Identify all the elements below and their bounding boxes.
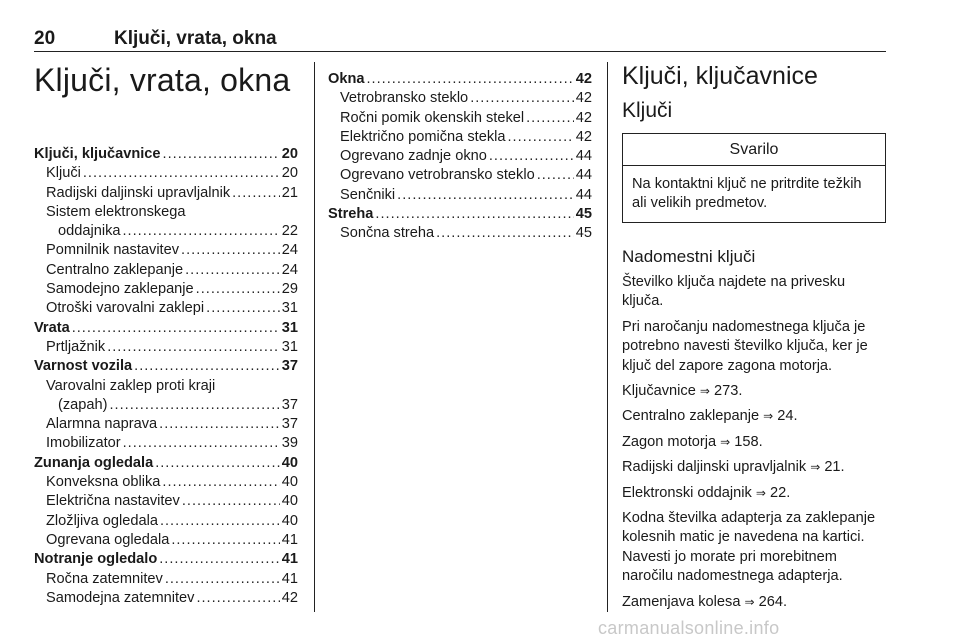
toc-page-number: 37 <box>281 416 298 433</box>
toc-section-entry <box>328 205 592 224</box>
toc-page-number: 42 <box>281 589 298 606</box>
toc-leader-dots <box>507 128 573 147</box>
toc-page-number: 24 <box>281 261 298 278</box>
toc-page-number: 40 <box>281 454 298 471</box>
toc-leader-dots <box>160 512 280 531</box>
toc-entry-label: Notranje ogledalo <box>34 551 158 568</box>
toc-page-number: 40 <box>281 474 298 491</box>
toc-leader-dots <box>123 434 280 453</box>
toc-entry-label: Imobilizator <box>46 435 121 452</box>
table-of-contents-right <box>328 70 592 244</box>
toc-entry <box>328 89 592 108</box>
toc-section-entry <box>34 550 298 569</box>
page-reference-arrow-icon: ⇒ <box>744 594 755 609</box>
toc-page-number: 31 <box>281 300 298 317</box>
paragraph <box>622 458 886 477</box>
page-reference[interactable]: 264. <box>758 593 788 610</box>
paragraph-text: Kodna številka adapterja za zaklepanje kolesnih matic je navedena na kartici. Navesti jo morate pri morebitnem naročilu nadomestnega adapterja. <box>622 510 876 585</box>
paragraph <box>622 382 886 401</box>
toc-leader-dots <box>397 186 574 205</box>
toc-entry-label: Radijski daljinski upravljalnik <box>46 184 231 201</box>
paragraph <box>622 593 886 612</box>
toc-entry <box>34 492 298 511</box>
toc-entry-label: Pomnilnik nastavitev <box>46 242 180 259</box>
toc-entry-label: Zložljiva ogledala <box>46 512 158 529</box>
toc-entry-label: Okna <box>328 71 365 87</box>
toc-entry <box>328 128 592 147</box>
toc-entry-label: Otroški varovalni zaklepi <box>46 300 205 317</box>
toc-entry <box>34 241 298 260</box>
toc-page-number: 44 <box>575 186 592 203</box>
toc-page-number: 29 <box>281 281 298 298</box>
page-reference[interactable]: 158. <box>734 433 763 450</box>
toc-leader-dots <box>72 319 280 338</box>
toc-section-entry <box>34 357 298 376</box>
toc-entry <box>34 299 298 318</box>
toc-leader-dots <box>367 70 574 89</box>
chapter-title: Ključi, vrata, okna <box>34 62 291 98</box>
toc-page-number: 31 <box>281 319 298 336</box>
toc-entry <box>34 473 298 492</box>
toc-entry <box>34 184 298 203</box>
toc-entry <box>34 203 298 222</box>
paragraph-text: Ključavnice <box>622 383 696 400</box>
toc-page-number: 20 <box>281 146 298 162</box>
toc-entry-label: Varovalni zaklep proti kraji <box>46 377 216 394</box>
toc-leader-dots <box>155 454 280 473</box>
paragraph <box>622 433 886 452</box>
toc-leader-dots <box>159 415 280 434</box>
page-reference[interactable]: 24. <box>777 408 798 425</box>
toc-entry-label: Ročni pomik okenskih stekel <box>340 109 525 126</box>
toc-page-number: 20 <box>281 165 298 182</box>
toc-entry <box>34 512 298 531</box>
column-divider <box>314 62 315 612</box>
page-reference-arrow-icon: ⇒ <box>810 460 821 475</box>
toc-leader-dots <box>537 166 574 185</box>
warning-text: Na kontaktni ključ ne pritrdite težkih ali velikih predmetov. <box>632 176 862 211</box>
paragraph <box>622 318 886 376</box>
toc-entry <box>34 415 298 434</box>
toc-leader-dots <box>526 109 574 128</box>
toc-leader-dots <box>83 164 280 183</box>
toc-page-number: 42 <box>575 128 592 145</box>
toc-page-number: 41 <box>281 570 298 587</box>
toc-leader-dots <box>109 396 279 415</box>
toc-page-number: 40 <box>281 493 298 510</box>
toc-entry <box>328 109 592 128</box>
toc-entry-label: Zunanja ogledala <box>34 454 154 471</box>
column-divider <box>607 62 608 612</box>
toc-page-number: 37 <box>281 358 298 375</box>
toc-entry-label: Samodejno zaklepanje <box>46 281 194 298</box>
toc-section-entry <box>328 70 592 89</box>
toc-leader-dots <box>196 589 279 608</box>
paragraph <box>622 484 886 503</box>
toc-entry-label: Sončna streha <box>340 225 435 242</box>
body-text <box>622 273 886 612</box>
section-title: Ključi, ključavnice <box>622 62 818 90</box>
page-reference[interactable]: 21. <box>824 459 845 476</box>
toc-page-number: 45 <box>575 206 592 223</box>
toc-leader-dots <box>206 299 280 318</box>
toc-leader-dots <box>185 261 280 280</box>
paragraph <box>622 509 886 587</box>
toc-entry <box>34 570 298 589</box>
warning-heading: Svarilo <box>623 134 885 166</box>
toc-entry <box>34 338 298 357</box>
toc-page-number: 44 <box>575 148 592 165</box>
toc-entry-label: Varnost vozila <box>34 358 133 375</box>
toc-page-number: 42 <box>575 71 592 87</box>
toc-entry <box>328 186 592 205</box>
content-column <box>622 62 886 618</box>
paragraph-text: Centralno zaklepanje <box>622 408 760 425</box>
toc-entry-label: Streha <box>328 206 374 223</box>
toc-entry <box>328 224 592 243</box>
toc-page-number: 45 <box>575 225 592 242</box>
header-rule <box>34 51 886 52</box>
toc-entry <box>34 531 298 550</box>
toc-section-entry <box>34 454 298 473</box>
paragraph-text: Zamenjava kolesa <box>622 593 741 610</box>
page-header <box>34 28 886 52</box>
toc-leader-dots <box>171 531 279 550</box>
toc-entry-label: Ogrevana ogledala <box>46 531 170 548</box>
toc-leader-dots <box>232 184 280 203</box>
toc-entry-label: Ogrevano zadnje okno <box>340 148 487 165</box>
table-of-contents-left <box>34 145 298 608</box>
toc-entry-label: Sistem elektronskega <box>46 203 186 220</box>
paragraph <box>622 407 886 426</box>
toc-leader-dots <box>375 205 573 224</box>
toc-entry <box>34 396 298 415</box>
toc-entry <box>34 280 298 299</box>
toc-entry-label: Alarmna naprava <box>46 416 158 433</box>
toc-leader-dots <box>122 222 279 241</box>
toc-entry-label: (zapah) <box>58 396 108 413</box>
toc-leader-dots <box>162 473 279 492</box>
page-number: 20 <box>34 28 56 49</box>
page-reference[interactable]: 273. <box>714 383 743 400</box>
toc-entry <box>34 589 298 608</box>
paragraph-text: Elektronski oddajnik <box>622 484 752 501</box>
toc-leader-dots <box>134 357 280 376</box>
toc-leader-dots <box>163 145 280 164</box>
toc-leader-dots <box>107 338 280 357</box>
toc-leader-dots <box>196 280 280 299</box>
toc-entry-label: Konveksna oblika <box>46 474 161 491</box>
toc-page-number: 39 <box>281 435 298 452</box>
toc-leader-dots <box>182 492 280 511</box>
toc-page-number: 24 <box>281 242 298 259</box>
toc-leader-dots <box>470 89 574 108</box>
toc-entry <box>328 147 592 166</box>
paragraph-text: Pri naročanju nadomestnega ključa je potrebno navesti številko ključa, ker je ključ del zapore zagona motorja. <box>622 318 868 374</box>
warning-box <box>622 133 886 223</box>
toc-page-number: 37 <box>281 396 298 413</box>
toc-page-number: 41 <box>281 531 298 548</box>
toc-entry-label: Senčniki <box>340 186 396 203</box>
toc-page-number: 41 <box>281 551 298 568</box>
toc-entry-label: Električna nastavitev <box>46 493 180 510</box>
toc-leader-dots <box>489 147 574 166</box>
toc-entry-label: Ključi, ključavnice <box>34 146 161 162</box>
toc-entry-label: Samodejna zatemnitev <box>46 589 195 606</box>
running-title: Ključi, vrata, okna <box>114 28 277 49</box>
subsection-title: Ključi <box>622 99 673 122</box>
watermark: carmanualsonline.info <box>598 618 780 638</box>
spare-keys-heading: Nadomestni ključi <box>622 247 756 266</box>
toc-entry-label: Vetrobransko steklo <box>340 90 469 107</box>
toc-entry-label: Centralno zaklepanje <box>46 261 184 278</box>
toc-leader-dots <box>159 550 280 569</box>
toc-page-number: 44 <box>575 167 592 184</box>
page-reference-arrow-icon: ⇒ <box>755 485 766 500</box>
toc-page-number: 22 <box>281 223 298 240</box>
toc-leader-dots <box>165 570 280 589</box>
toc-entry <box>34 164 298 183</box>
paragraph-text: Številko ključa najdete na privesku ključa. <box>622 274 846 310</box>
toc-page-number: 42 <box>575 109 592 126</box>
toc-leader-dots <box>181 241 280 260</box>
toc-entry <box>34 377 298 396</box>
page-reference-arrow-icon: ⇒ <box>763 409 774 424</box>
toc-entry-label: Ogrevano vetrobransko steklo <box>340 167 535 184</box>
toc-entry-label: Vrata <box>34 319 70 336</box>
paragraph-text: Zagon motorja <box>622 433 717 450</box>
toc-entry <box>34 222 298 241</box>
toc-entry <box>328 166 592 185</box>
toc-entry <box>34 434 298 453</box>
page-reference-arrow-icon: ⇒ <box>720 434 731 449</box>
toc-section-entry <box>34 319 298 338</box>
toc-entry-label: Ključi <box>46 165 81 182</box>
toc-entry <box>34 261 298 280</box>
toc-page-number: 21 <box>281 184 298 201</box>
paragraph <box>622 273 886 312</box>
toc-entry-label: Prtljažnik <box>46 338 106 355</box>
toc-entry-label: Ročna zatemnitev <box>46 570 163 587</box>
toc-page-number: 42 <box>575 90 592 107</box>
toc-page-number: 40 <box>281 512 298 529</box>
toc-entry-label: oddajnika <box>58 223 121 240</box>
page-reference[interactable]: 22. <box>769 484 791 501</box>
page-reference-arrow-icon: ⇒ <box>699 384 710 399</box>
toc-page-number: 31 <box>281 338 298 355</box>
toc-leader-dots <box>436 224 574 243</box>
toc-section-entry <box>34 145 298 164</box>
toc-entry-label: Električno pomična stekla <box>340 128 506 145</box>
paragraph-text: Radijski daljinski upravljalnik <box>622 459 807 476</box>
